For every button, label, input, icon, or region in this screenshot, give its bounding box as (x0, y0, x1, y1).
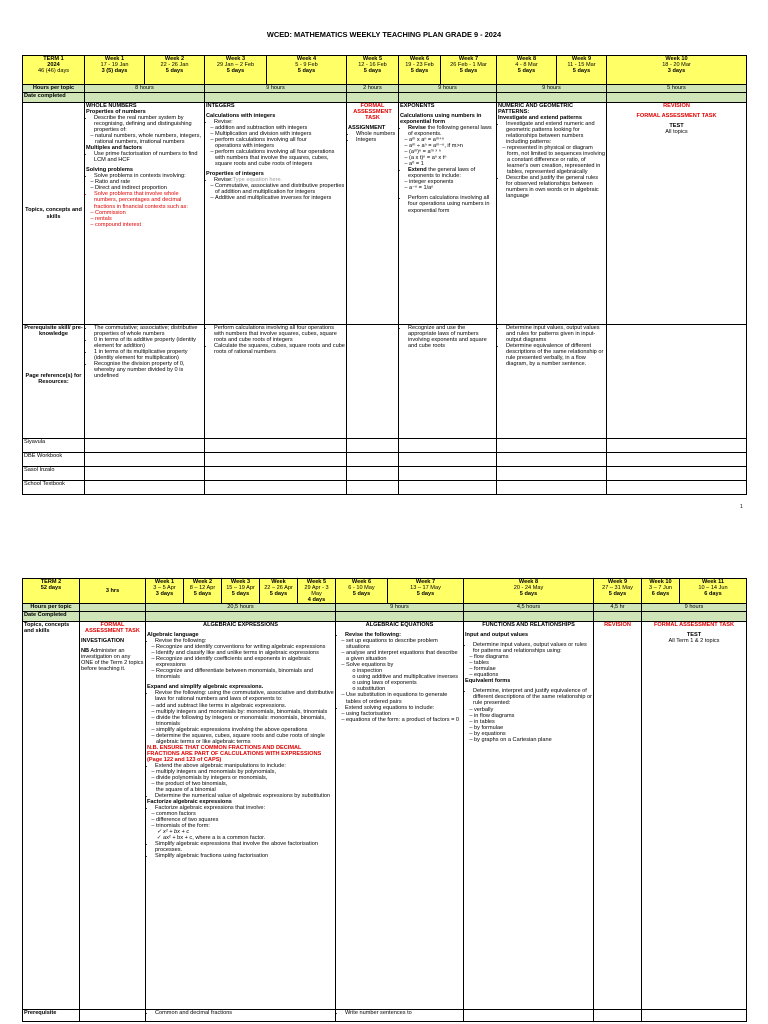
hours-cell: 9 hours (497, 85, 607, 93)
hours-row (23, 85, 747, 93)
page-number: 1 (740, 504, 743, 510)
week-6-header: Week 6 6 - 10 May 5 days (336, 579, 388, 604)
hours-row (23, 604, 747, 612)
exponents-cell: EXPONENTS Calculations using numbers in exponential form • Revise the following general laws of exponents. – aᵐ x aⁿ = aᵐ⁺ⁿ – aᵐ ÷ aⁿ = aᵐ⁻ⁿ, if m>n – (aᵐ)ⁿ = aᵐ ˣ ⁿ – (a x t)ⁿ = aⁿ x tⁿ – a⁰ = 1 • Extend the general laws of exponents to include: – integer exponents – a⁻ⁿ = 1/aⁿ • Perform calculations involving all four operations using numbers in exponential form (399, 103, 497, 325)
resource-row (23, 467, 747, 481)
prereq-row (23, 1010, 747, 1022)
resource-dbe-workbook: DBE Workbook (23, 453, 85, 467)
week-3-header: Week 3 15 – 19 Apr 5 days (222, 579, 260, 604)
revision-cell: REVISION (594, 622, 642, 1010)
functions-cell: FUNCTIONS AND RELATIONSHIPS Input and output values • Determine input values, output values or rules for patterns and relationships using: – flow diagrams – tables – formulae – equations Equivalent forms • Determine, interpret and justify equivalence of different descriptions of the same relationship or rule presented: – verbally – in flow diagrams – in tables – by formulae – by equations – by graphs on a Cartesian plane (464, 622, 594, 1010)
date-completed-row (23, 612, 747, 622)
term-header-row (23, 56, 747, 85)
hours-cell: 8 hours (85, 85, 205, 93)
revision-cell: REVISION FORMAL ASSESSMENT TASK TEST All topics (607, 103, 747, 325)
term2-plan-table (22, 578, 747, 1022)
week-1-header: Week 1 17 - 19 Jan 3 (5) days (85, 56, 145, 85)
week-9-header: Week 9 11 - 15 Mar 5 days (557, 56, 607, 85)
prereq-whole-numbers: • The commutative; associative; distributive properties of whole numbers • 0 in terms of its additive property (identity element for addition) • 1 in terms of its multiplicative property (identity element for multiplication) • Recognise the division property of 0, whereby any number divided by 0 is undefined (85, 325, 205, 439)
week-4-header: Week 22 – 26 Apr 5 days (260, 579, 298, 604)
prereq-label: Prerequisite (23, 1010, 80, 1022)
resource-row (23, 481, 747, 495)
topics-label: Topics, concepts and skills (23, 103, 85, 325)
week-2-header: Week 2 8 – 12 Apr 5 days (184, 579, 222, 604)
prereq-integers: • Perform calculations involving all four operations with numbers that involve squares, cubes, square roots and cube roots of integers • Calculate the squares, cubes, square roots and cube roots of rational numbers (205, 325, 347, 439)
week-7-header: Week 7 26 Feb - 1 Mar 5 days (441, 56, 497, 85)
topics-row (23, 622, 747, 1010)
hours-cell: 4,5 hours (464, 604, 594, 612)
page-title: WCED: MATHEMATICS WEEKLY TEACHING PLAN GRADE 9 - 2024 (266, 30, 502, 39)
prereq-label: Prerequisite skill/ pre-knowledge Page reference(s) for Resources: (23, 325, 85, 439)
prereq-patterns: • Determine input values, output values and rules for patterns given in input-output diagrams • Determine equivalence of different descriptions of the same relationship or rule presented verbally, in a flow diagram, by a number sentence. (497, 325, 607, 439)
algebraic-expressions-cell: ALGEBRAIC EXPRESSIONS Algebraic language • Revise the following: – Recognize and identify conventions for writing algebraic expressions – Identify and classify like and unlike terms in algebraic expressions – Recognize and identify coefficients and exponents in algebraic expressions – Recognize and differentiate between monomials, binomials and trinomials Expand and simplify algebraic expressions. • Revise the following: using the commutative, associative and distributive laws for rational numbers and laws of exponents to: – add and subtract like terms in algebraic expressions. – multiply integers and monomials by: monomials, binomials, trinomials – divide the following by integers or monomials: monomials, binomials, trinomials – simplify algebraic expressions involving the above operations – determine the squares, cubes, square roots and cube roots of single algebraic terms or like algebraic terms N.B. ENSURE THAT COMMON FRACTIONS AND DECIMAL FRACTIONS ARE PART OF CALCULATIONS WITH EXPRESSIONS (Page 122 and 123 of CAPS) • Extend the above algebraic manipulations to include: – multiply integers and monomials by polynomials, – divide polynomials by integers or monomials, – the product of two binomials, the square of a binomial • Determine the numerical value of algebraic expressions by substitution Factorize algebraic expressions • Factorize algebraic expressions that involve: – common factors – difference of two squares – trinomials of the form: ✓ x² + bx + c ✓ ax² + bx + c, where a is a common factor. • Simplify algebraic expressions that involve the above factorisation processes. • Simplify algebraic fractions using factorisation (146, 622, 336, 1010)
prereq-algebraic-equations: • Write number sentences to (336, 1010, 464, 1022)
algebraic-equations-cell: ALGEBRAIC EQUATIONS • Revise the following: – set up equations to describe problem situations – analyse and interpret equations that describe a given situation – Solve equations by o inspection o using additive and multiplicative inverses o using laws of exponents o substitution – Use substitution in equations to generate tables of ordered pairs • Extend solving equations to include: – using factorisation – equations of the form: a product of factors = 0 (336, 622, 464, 1010)
term-label: TERM 2 52 days (23, 579, 80, 604)
hours-cell: 9 hours (399, 85, 497, 93)
date-completed-row (23, 93, 747, 103)
term1-plan-table (22, 55, 747, 495)
integers-cell: INTEGERS Calculations with integers • Revise: – addition and subtraction with integers – Multiplication and division with integers – perform calculations involving all four operations with integers – perform calculations involving all four operations with numbers that involve the squares, cubes, square roots and cube roots of integers Properties of integers • Revise:Type equation here. – Commutative, associative and distributive properties of addition and multiplication for integers – Additive and multiplicative inverses for integers (205, 103, 347, 325)
resource-sasol-inzalo: Sasol Inzalo (23, 467, 85, 481)
formal-investigation-cell: FORMAL ASSESSMENT TASK INVESTIGATION NB Administer an investigation on any ONE of the Term 2 topics before teaching it. (80, 622, 146, 1010)
week-8-header: Week 8 4 - 8 Mar 5 days (497, 56, 557, 85)
date-completed-label: Date Completed (23, 612, 80, 622)
resource-row (23, 453, 747, 467)
week-5-header: Week 5 12 - 16 Feb 5 days (347, 56, 399, 85)
week-1-header: Week 1 3 – 5 Apr 3 days (146, 579, 184, 604)
formal-assessment-cell: FORMAL ASSESSMENT TASK ASSIGNMENT • Whole numbers • Integers (347, 103, 399, 325)
week-4-header: Week 4 5 - 9 Feb 5 days (267, 56, 347, 85)
hours-label: Hours per topic (23, 604, 80, 612)
week-3-header: Week 3 29 Jan – 2 Feb 5 days (205, 56, 267, 85)
prereq-algebraic-expressions: • Common and decimal fractions (146, 1010, 336, 1022)
week-9-header: Week 9 27 – 31 May 5 days (594, 579, 642, 604)
resource-siyavula: Siyavula (23, 439, 85, 453)
week-11-header: Week 11 10 – 14 Jun 6 days (680, 579, 747, 604)
week-10-header: Week 10 18 - 20 Mar 3 days (607, 56, 747, 85)
week-2-header: Week 2 22 - 26 Jan 5 days (145, 56, 205, 85)
hours-cell: 2 hours (347, 85, 399, 93)
term-label: TERM 1 2024 46 (46) days (23, 56, 85, 85)
hrs-label: 3 hrs (80, 579, 146, 604)
week-8-header: Week 8 20 - 24 May 5 days (464, 579, 594, 604)
patterns-cell: NUMERIC AND GEOMETRIC PATTERNS: Investigate and extend patterns • Investigate and extend numeric and geometric patterns looking for relationships between numbers including patterns: – represented in physical or diagram form, not limited to sequences involving a constant difference or ratio, of learner's own creation, represented in tables, represented algebraically • Describe and justify the general rules for observed relationships between numbers in own words or in algebraic language (497, 103, 607, 325)
week-10-header: Week 10 3 – 7 Jun 6 days (642, 579, 680, 604)
whole-numbers-cell: WHOLE NUMBERS Properties of numbers • Describe the real number system by recognising, defining and distinguishing properties of: – natural numbers, whole numbers, integers, rational numbers, irrational numbers Multiples and factors • Use prime factorisation of numbers to find LCM and HCF Solving problems • Solve problems in contexts involving: – Ratio and rate – Direct and indirect proportion • Solve problems that involve whole numbers, percentages and decimal fractions in financial contexts such as: – Commission – rentals – compound interest (85, 103, 205, 325)
week-6-header: Week 6 19 - 23 Feb 5 days (399, 56, 441, 85)
week-5-header: Week 5 29 Apr - 3 May 4 days (298, 579, 336, 604)
prereq-exponents: • Recognize and use the appropriate laws of numbers involving exponents and square and cube roots (399, 325, 497, 439)
hours-cell: 20,5 hours (146, 604, 336, 612)
resource-school-textbook: School Textbook (23, 481, 85, 495)
topics-label: Topics, concepts and skills (23, 622, 80, 1010)
final-assessment-cell: FORMAL ASSESSMENT TASK TEST All Term 1 & 2 topics (642, 622, 747, 1010)
hours-cell: 4,5 hr (594, 604, 642, 612)
term-header-row (23, 579, 747, 604)
topics-row (23, 103, 747, 325)
hours-cell: 5 hours (607, 85, 747, 93)
date-completed-label: Date completed (23, 93, 85, 103)
prereq-row (23, 325, 747, 439)
hours-cell: 9 hours (205, 85, 347, 93)
resource-row (23, 439, 747, 453)
hours-cell: 9 hours (336, 604, 464, 612)
hours-cell: 9 hours (642, 604, 747, 612)
hours-label: Hours per topic (23, 85, 85, 93)
week-7-header: Week 7 13 – 17 May 5 days (388, 579, 464, 604)
